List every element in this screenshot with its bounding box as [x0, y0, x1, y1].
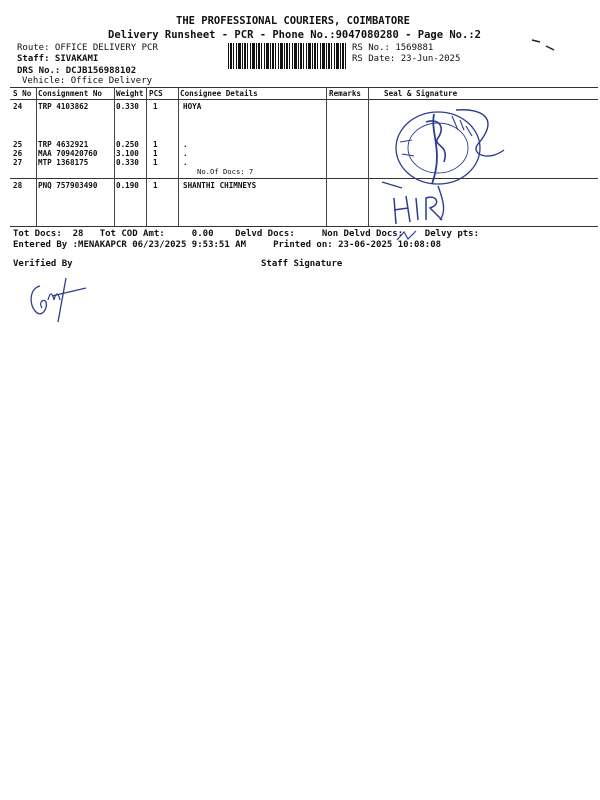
col-header-weight: Weight: [116, 89, 144, 98]
table-row-pcs: 1: [153, 181, 158, 190]
barcode: [228, 43, 346, 69]
table-row-consignee: .: [183, 149, 188, 158]
table-row-weight: 0.190: [116, 181, 139, 190]
table-row-sno: 26: [13, 149, 23, 158]
col-header-remarks: Remarks: [329, 89, 362, 98]
staff-label: Staff: SIVAKAMI: [17, 54, 99, 64]
entered-by-line: Entered By :MENAKAPCR 06/23/2025 9:53:51 AM Printed on: 23-06-2025 10:08:08: [13, 240, 442, 250]
vehicle-label: Vehicle: Office Delivery: [22, 76, 153, 86]
table-header-border: [10, 99, 598, 100]
col-divider: [178, 87, 179, 226]
table-row-pcs: 1: [153, 158, 158, 167]
table-row-weight: 0.250: [116, 140, 139, 149]
drs-number: DRS No.: DCJB156988102: [17, 66, 137, 76]
table-row-sno: 27: [13, 158, 23, 167]
table-row-weight: 3.100: [116, 149, 139, 158]
col-divider: [326, 87, 327, 226]
col-header-consignment: Consignment No: [38, 89, 103, 98]
corner-scribble-icon: [530, 36, 560, 56]
table-row-pcs: 1: [153, 102, 158, 111]
table-row-sno: 24: [13, 102, 23, 111]
verified-by-label: Verified By: [13, 259, 73, 269]
table-row-weight: 0.330: [116, 102, 139, 111]
table-row-consignment: TRP 4632921: [38, 140, 89, 149]
totals-line: Tot Docs: 28 Tot COD Amt: 0.00 Delvd Docs: Non Delvd Docs: Delvy pts:: [13, 229, 479, 239]
runsheet-title: Delivery Runsheet - PCR - Phone No.:9047080280 - Page No.:2: [108, 29, 481, 41]
table-row-consignment: MTP 1368175: [38, 158, 89, 167]
table-row-consignment: PNQ 757903490: [38, 181, 98, 190]
rs-date: RS Date: 23-Jun-2025: [352, 54, 461, 64]
col-header-pcs: PCS: [149, 89, 163, 98]
table-row-weight: 0.330: [116, 158, 139, 167]
col-divider: [114, 87, 115, 226]
table-row-consignment: MAA 709420760: [38, 149, 98, 158]
table-row-sno: 28: [13, 181, 23, 190]
table-row-consignment: TRP 4103862: [38, 102, 89, 111]
table-row-consignee: .: [183, 158, 188, 167]
col-header-consignee: Consignee Details: [180, 89, 258, 98]
table-row-sno: 25: [13, 140, 23, 149]
verifier-signature: [26, 278, 90, 324]
col-divider: [368, 87, 369, 226]
col-divider: [36, 87, 37, 226]
col-divider: [146, 87, 147, 226]
col-header-seal: Seal & Signature: [384, 89, 458, 98]
staff-signature-label: Staff Signature: [261, 259, 343, 269]
rs-number: RS No.: 1569881: [352, 43, 434, 53]
table-row-consignee: SHANTHI CHIMNEYS: [183, 181, 257, 190]
table-bottom-border: [10, 226, 598, 227]
group-doc-count: No.Of Docs: 7: [197, 167, 254, 176]
company-title: THE PROFESSIONAL COURIERS, COIMBATORE: [176, 15, 410, 27]
receiver-signature: [380, 180, 460, 228]
table-row-pcs: 1: [153, 149, 158, 158]
col-header-sno: S No: [13, 89, 32, 98]
table-top-border: [10, 87, 598, 88]
table-row-consignee: HOYA: [183, 102, 202, 111]
table-row-consignee: .: [183, 140, 188, 149]
route-label: Route: OFFICE DELIVERY PCR: [17, 43, 158, 53]
table-row-pcs: 1: [153, 140, 158, 149]
